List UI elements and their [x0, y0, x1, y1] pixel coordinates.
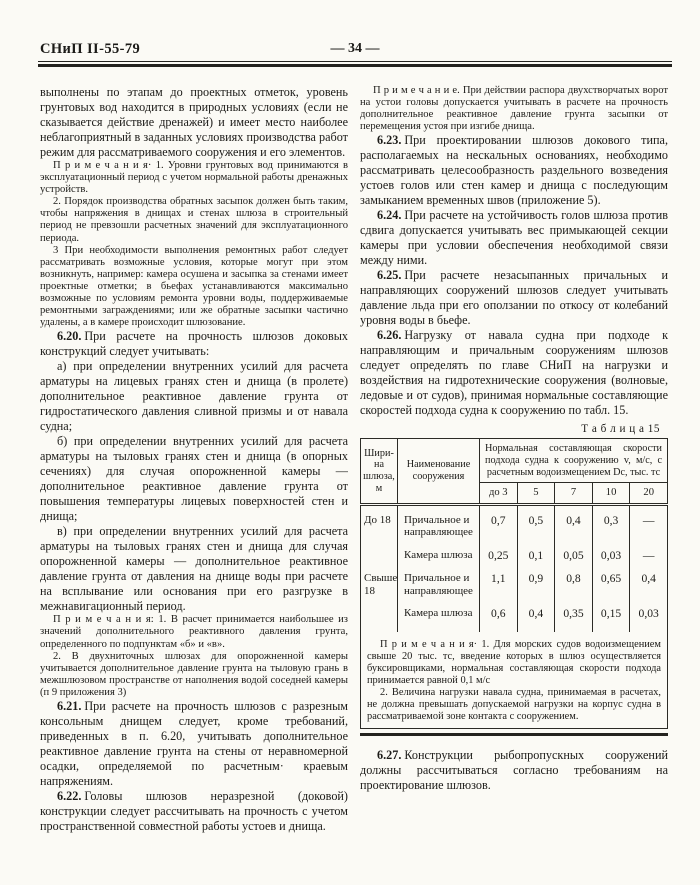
cell-value: 0,35 — [555, 599, 593, 632]
section-6-23 — [360, 133, 668, 208]
section-6-27 — [360, 748, 668, 793]
table-header-row-1 — [361, 439, 668, 483]
section-text: Конструкции рыбопропускных сооружений должны рассчитываться согласно требованиям на проектирование шлюзов. — [360, 748, 668, 793]
cell-structure-name: Причальное и направляющее — [398, 504, 480, 541]
section-text: Нагрузку от навала судна при подходе к направляющим и причальным сооружениям шлюзов следует определять по главе СНиП на нагрузки и воздействия на гидротехнические сооружения (волновые, ледовые и от судов), принимая нормальные составляющие скоростей подхода судна к сооружению по табл. 15. — [360, 328, 668, 418]
section-text: При проектировании шлюзов докового типа, располагаемых на нескальных основаниях, необходимо рассматривать целесообразность раздельного возведения устоев голов или стен камер и днища с последующим замыканием временных швов (приложение 5). — [360, 133, 668, 208]
page-number: — 34 — — [330, 41, 380, 56]
note-paragraph: 2. Порядок производства обратных засыпок должен быть таким, чтобы напряжения в днищах и стенах шлюза в строительный период не превзошли расчетных значений для эксплуатационного периода. — [40, 196, 348, 244]
table-note: 2. Величина нагрузки навала судна, принимаемая в расчетах, не должна превышать допускаемой нагрузки на корпус судна в рассматриваемой зоне контакта с сооружением. — [367, 686, 661, 722]
table-row — [361, 599, 668, 632]
section-text: При расчете на устойчивость голов шлюза против сдвига допускается учитывать вес примыкающей секции камеры при условии обеспечения необходимой связи между ними. — [360, 208, 668, 268]
page-header — [40, 41, 670, 59]
cell-value: 0,4 — [517, 599, 555, 632]
section-number: 6.23. — [377, 133, 402, 148]
cell-structure-name: Причальное и направляющее — [398, 564, 480, 599]
cell-value: 0,05 — [555, 541, 593, 564]
section-number: 6.27. — [377, 748, 402, 763]
note-paragraph: П р и м е ч а н и е. При действии распора двухстворчатых ворот на устои головы допускается учитывать в расчете на прочность дополнительное реактивное давление грунта засыпки от перемещения устоя при изгибе днища. — [360, 85, 668, 133]
section-number: 6.26. — [377, 328, 402, 343]
section-text: При расчете на прочность шлюзов доковых конструкций следует учитывать: — [40, 329, 348, 359]
cell-lock-width: До 18 — [364, 513, 391, 526]
section-number: 6.20. — [57, 329, 82, 344]
section-6-20 — [40, 329, 348, 359]
section-text: Головы шлюзов неразрезной (доковой) конструкции следует рассчитывать на прочность с учетом пространственной совместной работы устоев и днища. — [40, 788, 348, 833]
header-rule-thick — [38, 64, 672, 67]
subitem-a: а) при определении внутренних усилий для расчета арматуры на лицевых гранях стен и днища (в пролете) дополнительное реактивное давление грунта от гидростатического давления сливной призмы и от навала судна; — [40, 359, 348, 434]
cell-lock-width: Свыше 18 — [364, 571, 398, 597]
section-number: 6.24. — [377, 208, 402, 223]
note-paragraph: 3 При необходимости выполнения ремонтных работ следует рассматривать возможные условия, которые могут при этом возникнуть, например: камера осушена и засыпка за стенами имеет проектные отметки; в бьефах устанавливаются максимально возможные по условиям ремонта уровни воды, поддерживаемые ремонтными заграждениями; или же обратные засыпки частично удалены, а в камере происходит шлюзование. — [40, 244, 348, 329]
cell-value: 0,15 — [592, 599, 630, 632]
table-notes — [361, 632, 668, 729]
col-header-disp-20: 20 — [630, 483, 668, 505]
section-number: 6.22. — [57, 788, 82, 803]
table-row — [361, 504, 668, 541]
section-text: При расчете на прочность шлюзов с разрезным консольным днищем следует, кроме требований, приведенных в п. 6.20, учитывать дополнительное реактивное давление грунта на стены от неравномерной осадки, определяемой по расчетным· краевым напряжениям. — [40, 698, 348, 788]
cell-value: 0,65 — [592, 564, 630, 599]
cell-value: 0,7 — [480, 504, 518, 541]
note-paragraph: П р и м е ч а н и я· 1. Уровни грунтовых вод принимаются в эксплуатационный период с учетом нормальной работы дренажных устройств. — [40, 160, 348, 196]
section-6-25 — [360, 268, 668, 328]
cell-value: 0,03 — [592, 541, 630, 564]
col-header-disp-10: 10 — [592, 483, 630, 505]
col-header-disp-5: 5 — [517, 483, 555, 505]
table-row — [361, 541, 668, 564]
cell-value: — — [630, 541, 668, 564]
cell-value: 0,4 — [630, 564, 668, 599]
col-header-approach-speed-group: Нормальная составляющая скорости подхода судна к сооружению v, м/с, с расчетным водоизмещением Dс, тыс. тс — [480, 439, 668, 483]
section-text: При расчете незасыпанных причальных и направляющих сооружений шлюзов следует учитывать давление льда при его оползании по откосу от колебаний уровня воды в бьефе. — [360, 268, 668, 328]
cell-value: 0,1 — [517, 541, 555, 564]
section-6-26 — [360, 328, 668, 418]
table-row — [361, 564, 668, 599]
cell-value: 0,5 — [517, 504, 555, 541]
section-6-24 — [360, 208, 668, 268]
cell-value: 0,6 — [480, 599, 518, 632]
col-header-disp-upto3: до 3 — [480, 483, 518, 505]
cell-value: 0,03 — [630, 599, 668, 632]
cell-value: — — [630, 504, 668, 541]
cell-value: 1,1 — [480, 564, 518, 599]
cell-structure-name: Камера шлюза — [398, 599, 480, 632]
table-notes-row — [361, 632, 668, 729]
left-column — [40, 85, 348, 875]
cell-value: 0,3 — [592, 504, 630, 541]
col-header-disp-7: 7 — [555, 483, 593, 505]
cell-value: 0,25 — [480, 541, 518, 564]
cell-value: 0,4 — [555, 504, 593, 541]
cell-value: 0,9 — [517, 564, 555, 599]
paragraph-continuation: выполнены по этапам до проектных отметок, уровень грунтовых вод находится в природных условиях (если не сказывается действие дренажей) и имеет место наиболее неблагоприятный в заданных условиях производства работ режим для рассматриваемого сооружения и его элементов. — [40, 85, 348, 159]
document-code: СНиП II-55-79 — [40, 41, 141, 57]
section-6-21 — [40, 699, 348, 789]
header-rule-thin — [38, 61, 672, 62]
col-header-structure-name: Наименование сооружения — [398, 439, 480, 504]
table-15 — [360, 438, 668, 729]
note-paragraph: П р и м е ч а н и я: 1. В расчет принимается наибольшее из значений дополнительного реактивного давления грунта, определенного по подпунктам «б» и «в». — [40, 614, 348, 650]
col-header-lock-width: Ширина шлюза, м — [361, 439, 398, 504]
section-6-22 — [40, 789, 348, 834]
right-column — [360, 85, 668, 875]
table-15-label: Т а б л и ц а 15 — [581, 423, 660, 436]
cell-value: 0,8 — [555, 564, 593, 599]
table-note: П р и м е ч а н и я· 1. Для морских судов водоизмещением свыше 20 тыс. тс, введение которых в шлюз осуществляется буксировщиками, нормальная составляющая скорости подхода принимается равной 0,1 м/с — [367, 639, 661, 686]
cell-structure-name: Камера шлюза — [398, 541, 480, 564]
section-number: 6.21. — [57, 698, 82, 713]
section-number: 6.25. — [377, 268, 402, 283]
subitem-b: б) при определении внутренних усилий для расчета арматуры на тыловых гранях стен и днища (в опорных сечениях) для случая опорожненной камеры — дополнительное реактивное давление грунта от повышения температуры лицевых поверхностей стен и днища; — [40, 434, 348, 524]
note-paragraph: 2. В двухниточных шлюзах для опорожненной камеры учитывается дополнительное давление грунта на тыловую грань в межшлюзовом пространстве от наполнения водой соседней камеры (п 9 приложения 3) — [40, 650, 348, 698]
subitem-v: в) при определении внутренних усилий для расчета арматуры на тыловых гранях стен и днища для случая опорожненной камеры — дополнительное реактивное давление грунта от давления на днище воды при расчете на всплывание или основания при его разгрузке в межнавигационный период. — [40, 524, 348, 614]
table-bottom-rule — [360, 733, 668, 736]
